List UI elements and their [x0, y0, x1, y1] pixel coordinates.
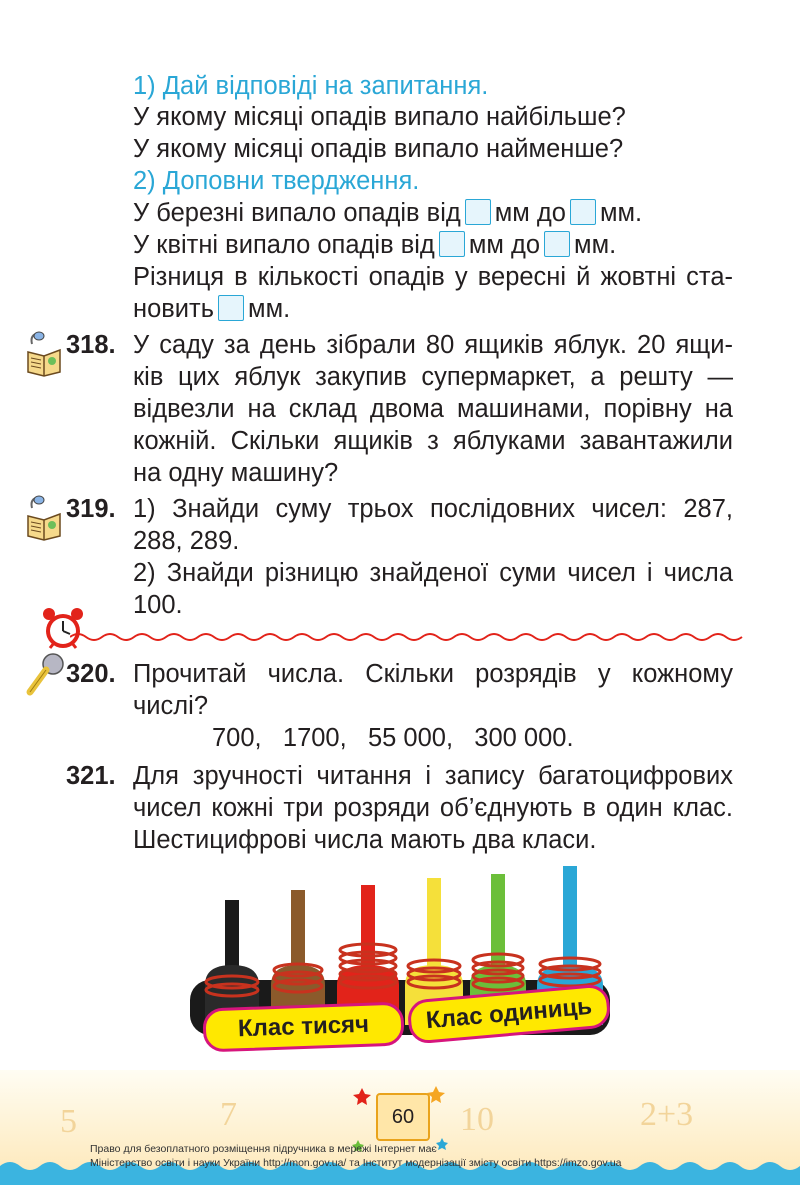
- class-units-label: Клас одиниць: [406, 983, 611, 1044]
- answer-box[interactable]: [570, 199, 596, 225]
- task-320-number: 320.: [66, 660, 116, 688]
- svg-text:10: 10: [460, 1101, 494, 1138]
- statement-march-part-1: У березні випало опадів від: [133, 199, 461, 227]
- task-319-line-3: 2) Знайди різницю знайденої суми чисел і числа: [133, 559, 733, 587]
- task-318-line-2: ків цих яблук закупив супермаркет, а решту —: [133, 363, 733, 391]
- footer-license-line-2: Міністерство освіти і науки України http://mon.gov.ua/ та Інститут модернізації змісту освіти https://imzo.gov.ua: [90, 1157, 622, 1169]
- answer-box[interactable]: [544, 231, 570, 257]
- answer-box[interactable]: [465, 199, 491, 225]
- footer-license-line-1: Право для безоплатного розміщення підручника в мережі Інтернет має: [90, 1143, 437, 1155]
- statement-difference-part-1: новить: [133, 295, 215, 323]
- task-321-number: 321.: [66, 762, 116, 790]
- task-318-number: 318.: [66, 331, 116, 359]
- answer-box[interactable]: [218, 295, 244, 321]
- page-number: 60: [376, 1093, 430, 1141]
- task-319-line-1: 1) Знайди суму трьох послідовних чисел: 287,: [133, 495, 733, 523]
- question-1-heading: 1) Дай відповіді на запитання.: [133, 72, 489, 100]
- task-318-line-4: кожній. Скільки ящиків з яблуками завантажили: [133, 427, 733, 455]
- question-1-line-2: У якому місяці опадів випало найменше?: [133, 135, 624, 163]
- microphone-icon: [24, 652, 66, 703]
- statement-difference-line-1: Різниця в кількості опадів у вересні й жовтні ста-: [133, 263, 733, 291]
- task-319-number: 319.: [66, 495, 116, 523]
- statement-april-part-1: У квітні випало опадів від: [133, 231, 435, 259]
- task-321-line-1: Для зручності читання і запису багатоцифрових: [133, 762, 733, 790]
- task-319-line-4: 100.: [133, 591, 183, 619]
- class-thousands-label: Клас тисяч: [202, 1002, 404, 1053]
- task-319-line-2: 288, 289.: [133, 527, 240, 555]
- task-318-line-5: на одну машину?: [133, 459, 339, 487]
- statement-april-part-2: мм до: [468, 231, 541, 259]
- statement-march: [133, 197, 642, 229]
- task-321-line-3: Шестицифрові числа мають два класи.: [133, 826, 597, 854]
- task-318-line-3: відвезли на склад двома машинами, порівну на: [133, 395, 733, 423]
- task-320-line-1: Прочитай числа. Скільки розрядів у кожному: [133, 660, 733, 688]
- statement-difference-line-2: [133, 293, 290, 325]
- statement-march-part-2: мм до: [494, 199, 566, 227]
- statement-april-part-3: мм.: [574, 231, 617, 259]
- wavy-divider: [70, 630, 750, 644]
- statement-april: [133, 229, 616, 261]
- svg-text:2+3: 2+3: [640, 1096, 694, 1133]
- book-lamp-icon: [22, 330, 66, 383]
- task-320-line-2: числі?: [133, 692, 209, 720]
- question-1-line-1: У якому місяці опадів випало найбільше?: [133, 103, 626, 131]
- task-321-line-2: чисел кожні три розряди об’єднують в один клас.: [133, 794, 733, 822]
- svg-text:5: 5: [60, 1103, 77, 1140]
- book-lamp-icon: [22, 494, 66, 547]
- answer-box[interactable]: [439, 231, 465, 257]
- task-318-line-1: У саду за день зібрали 80 ящиків яблук. 20 ящи-: [133, 331, 733, 359]
- statement-difference-part-2: мм.: [248, 295, 291, 323]
- question-2-heading: 2) Доповни твердження.: [133, 167, 420, 195]
- svg-text:7: 7: [220, 1096, 237, 1133]
- statement-march-part-3: мм.: [599, 199, 643, 227]
- task-320-numbers: 700, 1700, 55 000, 300 000.: [212, 724, 574, 752]
